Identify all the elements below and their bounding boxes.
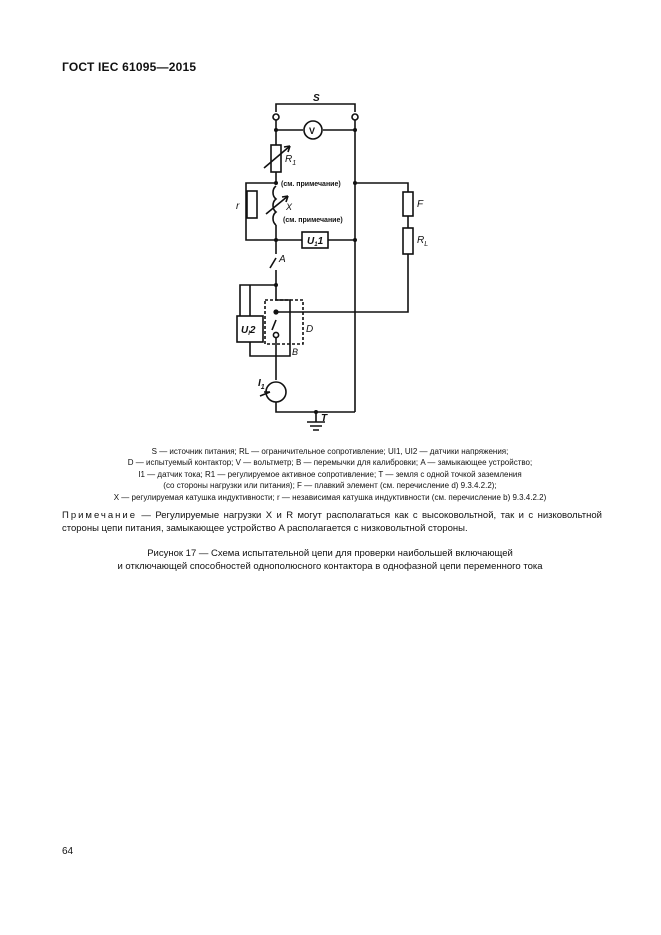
label-d: D — [306, 324, 314, 335]
label-v: V — [309, 126, 316, 136]
caption-line-1: Рисунок 17 — Схема испытательной цепи для проверки наибольшей включающей — [147, 548, 513, 559]
note-ref-top: (см. примечание) — [281, 181, 341, 188]
legend-line: X — регулируемая катушка индуктивности; r — независимая катушка индуктивности (см. перечисление b) 9.3.4.2.2) — [113, 492, 547, 502]
figure-legend — [60, 446, 600, 503]
label-r: r — [236, 201, 240, 212]
label-i1: $I_1$ — [258, 378, 265, 391]
label-f: F — [417, 199, 424, 210]
label-t: T — [321, 413, 328, 424]
label-u2: $U_I2$ — [241, 325, 256, 337]
label-b: B — [292, 347, 299, 357]
resistor-rl — [403, 228, 413, 254]
inductor-r — [247, 191, 257, 218]
caption-line-2: и отключающей способностей однополюсного контактора в однофазной цепи переменного тока — [117, 561, 543, 572]
legend-line: S — источник питания; RL — ограничительное сопротивление; UI1, UI2 — датчики напряжения; — [151, 447, 509, 456]
note-label: Примечание — [62, 510, 137, 521]
page-number: 64 — [62, 846, 74, 857]
label-s: S — [313, 93, 320, 104]
closing-device-a — [270, 258, 276, 268]
note-ref-bottom: (см. примечание) — [283, 217, 343, 224]
legend-line: I1 — датчик тока; R1 — регулируемое активное сопротивление; T — земля с одной точкой заземления — [138, 469, 522, 479]
label-x: X — [286, 202, 293, 212]
legend-line: D — испытуемый контактор; V — вольтметр; B — перемычки для калибровки; A — замыкающее устройство; — [127, 458, 533, 468]
label-r1: $R_1$ — [285, 154, 297, 167]
contactor-d-switch — [272, 320, 276, 330]
label-rl: $R_L$ — [417, 235, 429, 248]
terminal-right-top — [352, 114, 358, 120]
contactor-d-box — [265, 300, 303, 344]
inductor-x-arrow — [266, 196, 288, 214]
figure-caption — [60, 547, 600, 573]
label-u1: $U_11$ — [307, 236, 324, 248]
legend-line: (со стороны нагрузки или питания); F — плавкий элемент (см. перечисление d) 9.3.4.2.2); — [163, 481, 497, 491]
terminal-left-top — [273, 114, 279, 120]
fuse-f — [403, 192, 413, 216]
figure-note — [62, 509, 602, 535]
source-bracket — [276, 104, 355, 112]
document-header: ГОСТ IEC 61095—2015 — [62, 60, 197, 74]
label-a: A — [279, 254, 286, 265]
note-text: — Регулируемые нагрузки X и R могут располагаться как с высоковольтной, так и с низковольтной стороны цепи питания, замыкающее устройство A располагается с низковольтной стороны. — [62, 510, 602, 534]
